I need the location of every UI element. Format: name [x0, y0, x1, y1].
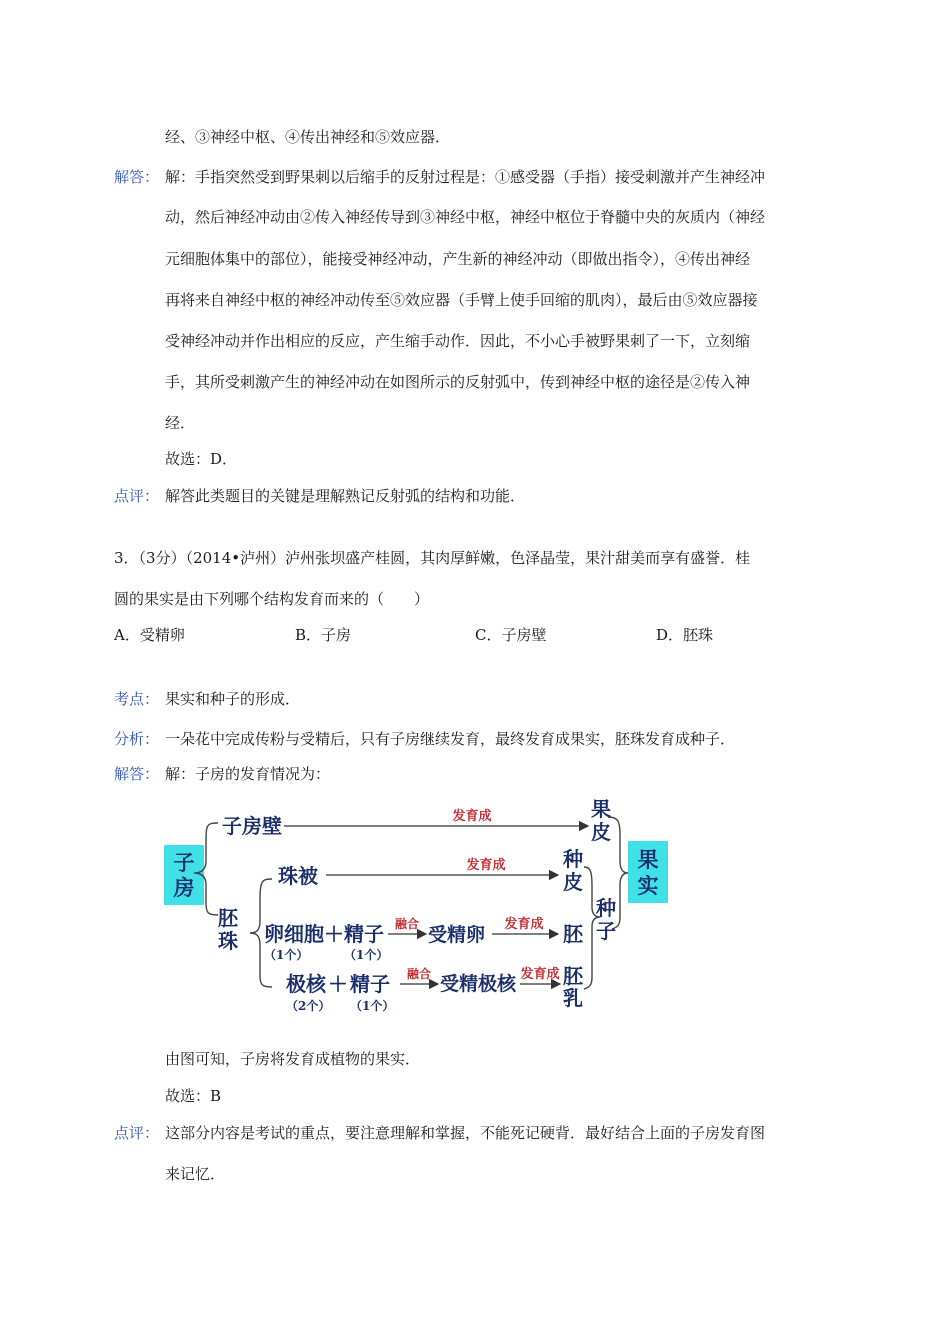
- label-ronghe-2: 融合: [406, 967, 432, 981]
- zhubei-label: 珠被: [278, 864, 318, 888]
- q3-option-c: C．子房壁: [475, 626, 547, 644]
- jihe-count: （2个）: [286, 999, 331, 1013]
- q3-choice: 故选：B: [165, 1087, 222, 1105]
- peizhu-char-1: 胚: [218, 906, 238, 930]
- q3-comment-tag: 点评：: [114, 1124, 160, 1142]
- q3-fenxi: 一朵花中完成传粉与受精后，只有子房继续发育，最终发育成果实，胚珠发育成种子．: [165, 730, 736, 748]
- luanxibao-label: 卵细胞: [264, 922, 324, 946]
- q3-option-d: D．胚珠: [656, 626, 714, 644]
- q3-kaodian: 果实和种子的形成．: [165, 690, 301, 708]
- luanxibao-count: （1个）: [264, 948, 309, 962]
- q2-answer-line-3: 元细胞体集中的部位），能接受神经冲动，产生新的神经冲动（即做出指令），④传出神经: [165, 250, 751, 268]
- q2-answer-line-1: 解：手指突然受到野果刺以后缩手的反射过程是：①感受器（手指）接受刺激并产生神经冲: [165, 168, 766, 186]
- plus-1: ＋: [324, 922, 344, 946]
- q3-kaodian-tag: 考点：: [114, 690, 160, 708]
- guopi-char-1: 果: [591, 797, 611, 821]
- peiru-char-1: 胚: [563, 964, 583, 988]
- q2-answer-line-2: 动，然后神经冲动由②传入神经传导到③神经中枢，神经中枢位于脊髓中央的灰质内（神经: [165, 208, 766, 226]
- ovary-development-diagram: [160, 795, 680, 1030]
- jingzi-count-1: （1个）: [344, 948, 389, 962]
- label-fayucheng-2: 发育成: [466, 858, 506, 873]
- pei-label: 胚: [563, 922, 583, 946]
- plus-2: ＋: [328, 972, 348, 996]
- guoshi-char-1: 果: [637, 847, 659, 872]
- label-fayucheng-3: 发育成: [504, 917, 544, 932]
- q2-answer-line-5: 受神经冲动并作出相应的反应，产生缩手动作．因此，不小心手被野果刺了一下，立刻缩: [165, 332, 751, 350]
- jingzi-label-1: 精子: [344, 922, 384, 946]
- q3-stem-line-1: 3．（3分）（2014•泸州）泸州张坝盛产桂圆，其肉厚鲜嫩，色泽晶莹，果汁甜美而享有盛誉．桂: [114, 549, 751, 567]
- q2-comment-tag: 点评：: [114, 487, 160, 505]
- peiru-char-2: 乳: [563, 986, 583, 1010]
- zhongpi-char-1: 种: [563, 847, 583, 871]
- q3-option-b: B．子房: [295, 626, 352, 644]
- q3-answer: 解：子房的发育情况为：: [165, 765, 331, 783]
- label-fayucheng-4: 发育成: [520, 967, 560, 982]
- peizhu-char-2: 珠: [218, 929, 238, 953]
- q3-conclusion: 由图可知，子房将发育成植物的果实．: [165, 1050, 421, 1068]
- jihe-label: 极核: [286, 972, 326, 996]
- q2-choice: 故选：D．: [165, 450, 238, 468]
- zhongzi-char-1: 种: [596, 896, 616, 920]
- q3-option-a: A．受精卵: [114, 626, 185, 644]
- q3-answer-tag: 解答：: [114, 765, 160, 783]
- q2-answer-tag: 解答：: [114, 168, 160, 186]
- guoshi-char-2: 实: [637, 873, 659, 898]
- q2-answer-line-7: 经．: [165, 414, 196, 432]
- zhongpi-char-2: 皮: [563, 870, 583, 894]
- shoujingjihe-label: 受精极核: [440, 973, 517, 995]
- q2-comment: 解答此类题目的关键是理解熟记反射弧的结构和功能．: [165, 487, 526, 505]
- q3-fenxi-tag: 分析：: [114, 730, 160, 748]
- zifang-char-1: 子: [173, 850, 195, 875]
- q3-stem-line-2: 圆的果实是由下列哪个结构发育而来的（ ）: [114, 590, 430, 608]
- zifangbi-label: 子房壁: [222, 814, 282, 838]
- zifang-char-2: 房: [173, 875, 195, 900]
- jingzi-label-2: 精子: [350, 972, 390, 996]
- q3-comment-line-2: 来记忆．: [165, 1165, 226, 1183]
- q2-answer-line-4: 再将来自神经中枢的神经冲动传至⑤效应器（手臂上使手回缩的肌肉），最后由⑤效应器接: [165, 291, 758, 309]
- shoujingluan-label: 受精卵: [428, 924, 486, 946]
- label-ronghe-1: 融合: [394, 917, 420, 931]
- guopi-char-2: 皮: [591, 820, 611, 844]
- jingzi-count-2: （1个）: [350, 999, 395, 1013]
- label-fayucheng-1: 发育成: [452, 809, 492, 824]
- zhongzi-char-2: 子: [596, 919, 616, 943]
- q3-comment-line-1: 这部分内容是考试的重点，要注意理解和掌握，不能死记硬背．最好结合上面的子房发育图: [165, 1124, 766, 1142]
- q2-answer-line-6: 手，其所受刺激产生的神经冲动在如图所示的反射弧中，传到神经中枢的途径是②传入神: [165, 373, 751, 391]
- q2-continuation-line: 经、③神经中枢、④传出神经和⑤效应器．: [165, 128, 451, 146]
